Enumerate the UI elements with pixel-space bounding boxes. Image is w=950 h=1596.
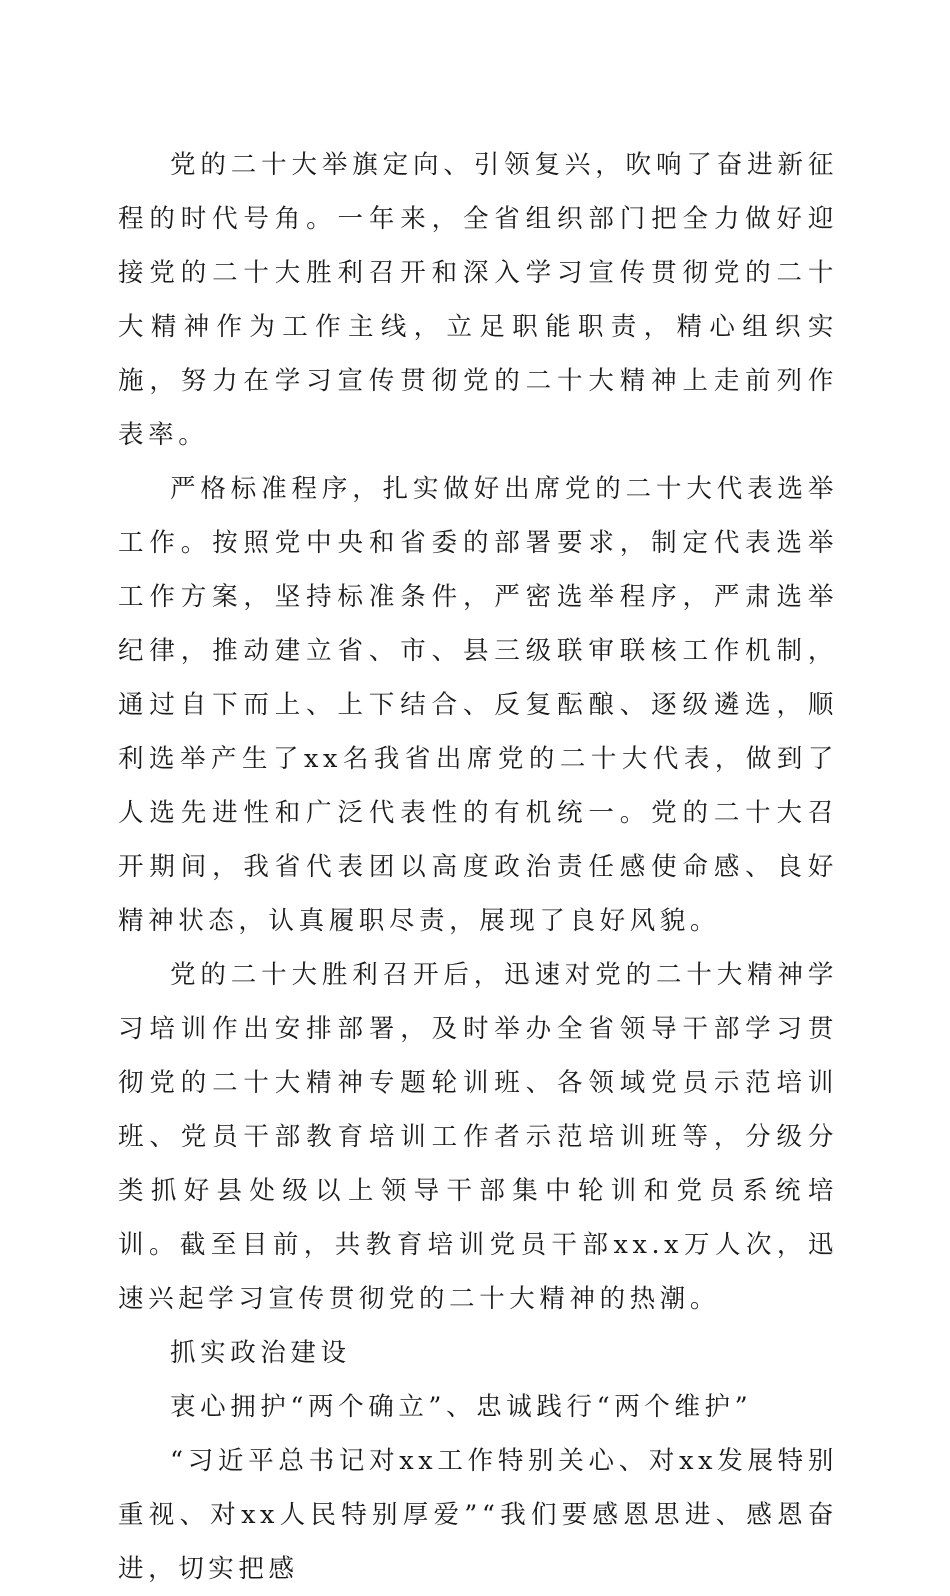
section-heading-political-building: 抓实政治建设: [170, 1338, 351, 1368]
paragraph-intro: 党的二十大举旗定向、引领复兴，吹响了奋进新征程的时代号角。一年来，全省组织部门把全力做好迎接党的二十大胜利召开和深入学习宣传贯彻党的二十大精神作为工作主线，立足职能职责，精心组织实施，努力在学习宣传贯彻党的二十大精神上走前列作表率。: [118, 150, 838, 450]
paragraph-quote: “习近平总书记对xx工作特别关心、对xx发展特别重视、对xx人民特别厚爱”“我们要感恩思进、感恩奋进，切实把感: [118, 1446, 838, 1584]
document-body: [118, 138, 838, 1596]
paragraph-training: 党的二十大胜利召开后，迅速对党的二十大精神学习培训作出安排部署，及时举办全省领导干部学习贯彻党的二十大精神专题轮训班、各领域党员示范培训班、党员干部教育培训工作者示范培训班等，分级分类抓好县处级以上领导干部集中轮训和党员系统培训。截至目前，共教育培训党员干部xx.x万人次，迅速兴起学习宣传贯彻党的二十大精神的热潮。: [118, 960, 838, 1314]
paragraph-election: 严格标准程序，扎实做好出席党的二十大代表选举工作。按照党中央和省委的部署要求，制定代表选举工作方案，坚持标准条件，严密选举程序，严肃选举纪律，推动建立省、市、县三级联审联核工作机制，通过自下而上、上下结合、反复酝酿、逐级遴选，顺利选举产生了xx名我省出席党的二十大代表，做到了人选先进性和广泛代表性的有机统一。党的二十大召开期间，我省代表团以高度政治责任感使命感、良好精神状态，认真履职尽责，展现了良好风貌。: [118, 474, 838, 936]
subsection-heading-two-establishments: 衷心拥护“两个确立”、忠诚践行“两个维护”: [170, 1392, 753, 1422]
